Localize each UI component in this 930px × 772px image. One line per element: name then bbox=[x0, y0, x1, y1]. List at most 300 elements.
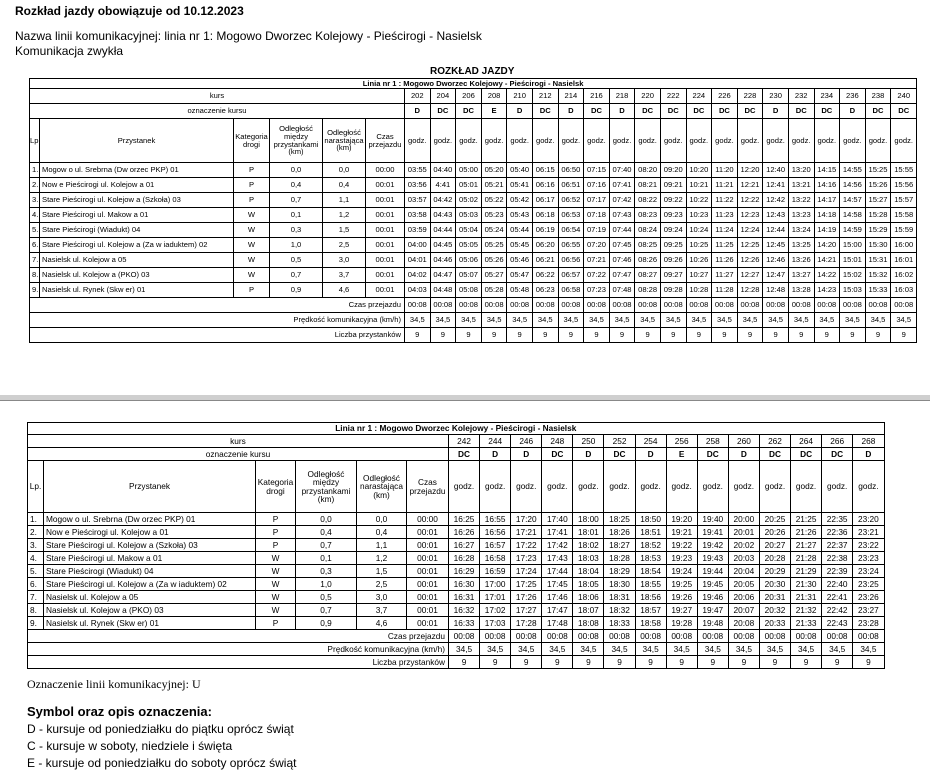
departure-time: 19:43 bbox=[697, 552, 728, 565]
line-title: Linia nr 1 : Mogowo Dworzec Kolejowy - Pieścirogi - Nasielsk bbox=[30, 79, 917, 89]
departure-time: 16:28 bbox=[449, 552, 480, 565]
total-travel-time: 00:08 bbox=[763, 298, 789, 313]
departure-time: 04:44 bbox=[430, 223, 456, 238]
departure-time: 08:20 bbox=[635, 163, 661, 178]
departure-time: 12:23 bbox=[737, 208, 763, 223]
departure-time: 19:45 bbox=[697, 578, 728, 591]
course-number: 252 bbox=[604, 435, 635, 448]
stop-distance: 0,7 bbox=[270, 193, 323, 208]
course-code: D bbox=[507, 104, 533, 119]
stop-number: 2. bbox=[28, 526, 44, 539]
commercial-speed: 34,5 bbox=[456, 313, 482, 328]
departure-time: 20:06 bbox=[728, 591, 759, 604]
departure-time: 07:42 bbox=[609, 193, 635, 208]
commercial-speed: 34,5 bbox=[791, 643, 822, 656]
stop-name: Stare Pieścirogi ul. Kolejow a (Za w iaduktem) 02 bbox=[40, 238, 234, 253]
departure-time: 18:00 bbox=[573, 513, 604, 526]
stop-count: 9 bbox=[573, 656, 604, 669]
stop-name: Mogow o ul. Srebrna (Dw orzec PKP) 01 bbox=[40, 163, 234, 178]
total-travel-time: 00:08 bbox=[481, 298, 507, 313]
departure-time: 11:24 bbox=[712, 223, 738, 238]
column-header-hour: godz. bbox=[609, 119, 635, 163]
departure-time: 12:42 bbox=[763, 193, 789, 208]
departure-time: 11:28 bbox=[712, 283, 738, 298]
stop-count: 9 bbox=[737, 328, 763, 343]
course-number: 208 bbox=[481, 89, 507, 104]
departure-time: 4:41 bbox=[430, 178, 456, 193]
stop-travel-time: 00:01 bbox=[407, 604, 449, 617]
departure-time: 05:02 bbox=[456, 193, 482, 208]
stop-cumulative-distance: 0,0 bbox=[357, 513, 407, 526]
departure-time: 07:45 bbox=[609, 238, 635, 253]
departure-time: 15:57 bbox=[891, 193, 917, 208]
column-header-distance: Odległość między przystankami (km) bbox=[296, 461, 357, 513]
stop-name: Nasielsk ul. Kolejow a (PKO) 03 bbox=[40, 268, 234, 283]
departure-time: 17:01 bbox=[480, 591, 511, 604]
departure-time: 03:56 bbox=[405, 178, 431, 193]
course-label: kurs bbox=[28, 435, 449, 448]
departure-time: 07:18 bbox=[584, 208, 610, 223]
table-row bbox=[30, 193, 917, 208]
departure-time: 16:59 bbox=[480, 565, 511, 578]
departure-time: 18:03 bbox=[573, 552, 604, 565]
departure-time: 07:46 bbox=[609, 253, 635, 268]
departure-time: 19:42 bbox=[697, 539, 728, 552]
course-code: D bbox=[480, 448, 511, 461]
course-code: D bbox=[840, 104, 866, 119]
commercial-speed: 34,5 bbox=[666, 643, 697, 656]
legend-item-c: C - kursuje w soboty, niedziele i święta bbox=[27, 739, 233, 753]
departure-time: 17:41 bbox=[542, 526, 573, 539]
departure-time: 11:26 bbox=[712, 253, 738, 268]
stop-count-label: Liczba przystanków bbox=[30, 328, 405, 343]
course-code: DC bbox=[822, 448, 853, 461]
departure-time: 15:00 bbox=[840, 238, 866, 253]
course-code: DC bbox=[737, 104, 763, 119]
departure-time: 05:28 bbox=[481, 283, 507, 298]
departure-time: 12:40 bbox=[763, 163, 789, 178]
departure-time: 14:17 bbox=[814, 193, 840, 208]
stop-travel-time: 00:01 bbox=[366, 178, 405, 193]
stop-cumulative-distance: 1,2 bbox=[323, 208, 366, 223]
departure-time: 16:26 bbox=[449, 526, 480, 539]
commercial-speed: 34,5 bbox=[507, 313, 533, 328]
departure-time: 08:22 bbox=[635, 193, 661, 208]
departure-time: 10:28 bbox=[686, 283, 712, 298]
departure-time: 18:51 bbox=[635, 526, 666, 539]
departure-time: 03:58 bbox=[405, 208, 431, 223]
departure-time: 19:46 bbox=[697, 591, 728, 604]
departure-time: 06:16 bbox=[532, 178, 558, 193]
table-row bbox=[30, 268, 917, 283]
departure-time: 18:29 bbox=[604, 565, 635, 578]
departure-time: 19:41 bbox=[697, 526, 728, 539]
departure-time: 12:45 bbox=[763, 238, 789, 253]
departure-time: 04:42 bbox=[430, 193, 456, 208]
column-header-hour: godz. bbox=[507, 119, 533, 163]
departure-time: 15:27 bbox=[865, 193, 891, 208]
page-title: Rozkład jazdy obowiązuje od 10.12.2023 bbox=[15, 4, 244, 18]
departure-time: 06:23 bbox=[532, 283, 558, 298]
departure-time: 16:55 bbox=[480, 513, 511, 526]
departure-time: 14:19 bbox=[814, 223, 840, 238]
communication-type: Komunikacja zwykła bbox=[15, 44, 124, 58]
total-travel-time: 00:08 bbox=[737, 298, 763, 313]
departure-time: 09:23 bbox=[660, 208, 686, 223]
column-header-hour: godz. bbox=[712, 119, 738, 163]
departure-time: 17:40 bbox=[542, 513, 573, 526]
stop-distance: 0,5 bbox=[296, 591, 357, 604]
stop-travel-time: 00:01 bbox=[366, 208, 405, 223]
departure-time: 17:28 bbox=[511, 617, 542, 630]
departure-time: 12:27 bbox=[737, 268, 763, 283]
course-number: 262 bbox=[759, 435, 790, 448]
departure-time: 06:18 bbox=[532, 208, 558, 223]
departure-time: 04:00 bbox=[405, 238, 431, 253]
line-name: Nazwa linii komunikacyjnej: linia nr 1: Mogowo Dworzec Kolejowy - Pieścirogi - Nasielsk bbox=[15, 29, 482, 43]
departure-time: 19:28 bbox=[666, 617, 697, 630]
stop-count: 9 bbox=[697, 656, 728, 669]
departure-time: 06:21 bbox=[532, 253, 558, 268]
departure-time: 08:26 bbox=[635, 253, 661, 268]
commercial-speed: 34,5 bbox=[635, 313, 661, 328]
column-header-time: Czas przejazdu bbox=[366, 119, 405, 163]
stop-name: Nasielsk ul. Kolejow a (PKO) 03 bbox=[44, 604, 256, 617]
legend-item-e: E - kursuje od poniedziałku do soboty oprócz świąt bbox=[27, 756, 297, 770]
departure-time: 10:26 bbox=[686, 253, 712, 268]
stop-number: 7. bbox=[30, 253, 40, 268]
total-travel-time: 00:08 bbox=[728, 630, 759, 643]
departure-time: 09:28 bbox=[660, 283, 686, 298]
departure-time: 21:26 bbox=[791, 526, 822, 539]
course-number: 204 bbox=[430, 89, 456, 104]
column-header-hour: godz. bbox=[405, 119, 431, 163]
road-category: W bbox=[256, 565, 296, 578]
departure-time: 05:44 bbox=[507, 223, 533, 238]
table-row bbox=[28, 565, 885, 578]
road-category: P bbox=[234, 178, 270, 193]
departure-time: 13:23 bbox=[788, 208, 814, 223]
departure-time: 05:05 bbox=[456, 238, 482, 253]
commercial-speed: 34,5 bbox=[728, 643, 759, 656]
departure-time: 15:02 bbox=[840, 268, 866, 283]
commercial-speed: 34,5 bbox=[660, 313, 686, 328]
stop-distance: 0,4 bbox=[296, 526, 357, 539]
departure-time: 18:32 bbox=[604, 604, 635, 617]
departure-time: 05:00 bbox=[456, 163, 482, 178]
stop-count: 9 bbox=[430, 328, 456, 343]
stop-number: 5. bbox=[30, 223, 40, 238]
total-travel-time: 00:08 bbox=[791, 630, 822, 643]
stop-number: 1. bbox=[30, 163, 40, 178]
course-number: 256 bbox=[666, 435, 697, 448]
departure-time: 19:20 bbox=[666, 513, 697, 526]
table-row bbox=[28, 552, 885, 565]
departure-time: 15:25 bbox=[865, 163, 891, 178]
departure-time: 04:01 bbox=[405, 253, 431, 268]
stop-count: 9 bbox=[763, 328, 789, 343]
departure-time: 23:27 bbox=[853, 604, 884, 617]
departure-time: 14:16 bbox=[814, 178, 840, 193]
course-code: D bbox=[573, 448, 604, 461]
departure-time: 16:30 bbox=[449, 578, 480, 591]
course-code: DC bbox=[686, 104, 712, 119]
column-header-hour: godz. bbox=[456, 119, 482, 163]
departure-time: 07:47 bbox=[609, 268, 635, 283]
departure-time: 12:41 bbox=[763, 178, 789, 193]
departure-time: 12:22 bbox=[737, 193, 763, 208]
commercial-speed: 34,5 bbox=[604, 643, 635, 656]
departure-time: 05:25 bbox=[481, 238, 507, 253]
departure-time: 17:00 bbox=[480, 578, 511, 591]
departure-time: 05:06 bbox=[456, 253, 482, 268]
table-row bbox=[28, 526, 885, 539]
departure-time: 15:01 bbox=[840, 253, 866, 268]
table-row bbox=[30, 163, 917, 178]
departure-time: 20:30 bbox=[759, 578, 790, 591]
stop-count: 9 bbox=[456, 328, 482, 343]
legend-title: Symbol oraz opis oznaczenia: bbox=[27, 704, 212, 719]
stop-count: 9 bbox=[542, 656, 573, 669]
departure-time: 21:32 bbox=[791, 604, 822, 617]
departure-time: 21:29 bbox=[791, 565, 822, 578]
stop-cumulative-distance: 1,5 bbox=[357, 565, 407, 578]
road-category: W bbox=[256, 591, 296, 604]
column-header-cumulative: Odległość narastająca (km) bbox=[357, 461, 407, 513]
stop-distance: 0,0 bbox=[296, 513, 357, 526]
stop-distance: 0,1 bbox=[296, 552, 357, 565]
departure-time: 16:31 bbox=[449, 591, 480, 604]
departure-time: 17:27 bbox=[511, 604, 542, 617]
stop-count: 9 bbox=[822, 656, 853, 669]
departure-time: 20:04 bbox=[728, 565, 759, 578]
course-code: D bbox=[511, 448, 542, 461]
departure-time: 06:15 bbox=[532, 163, 558, 178]
table-row bbox=[28, 591, 885, 604]
departure-time: 23:20 bbox=[853, 513, 884, 526]
departure-time: 12:24 bbox=[737, 223, 763, 238]
departure-time: 05:40 bbox=[507, 163, 533, 178]
course-code: DC bbox=[604, 448, 635, 461]
departure-time: 18:02 bbox=[573, 539, 604, 552]
departure-time: 05:08 bbox=[456, 283, 482, 298]
departure-time: 05:41 bbox=[507, 178, 533, 193]
departure-time: 10:21 bbox=[686, 178, 712, 193]
departure-time: 06:55 bbox=[558, 238, 584, 253]
departure-time: 12:46 bbox=[763, 253, 789, 268]
course-code: DC bbox=[891, 104, 917, 119]
departure-time: 06:20 bbox=[532, 238, 558, 253]
departure-time: 07:20 bbox=[584, 238, 610, 253]
departure-time: 12:28 bbox=[737, 283, 763, 298]
course-number: 246 bbox=[511, 435, 542, 448]
column-header-category: Kategoria drogi bbox=[256, 461, 296, 513]
stop-travel-time: 00:01 bbox=[407, 617, 449, 630]
road-category: P bbox=[234, 163, 270, 178]
departure-time: 06:19 bbox=[532, 223, 558, 238]
stop-name: Stare Pieścirogi (Wiadukt) 04 bbox=[40, 223, 234, 238]
column-header-stop: Przystanek bbox=[40, 119, 234, 163]
course-number: 222 bbox=[660, 89, 686, 104]
departure-time: 21:27 bbox=[791, 539, 822, 552]
stop-cumulative-distance: 1,5 bbox=[323, 223, 366, 238]
course-code: DC bbox=[449, 448, 480, 461]
departure-time: 16:02 bbox=[891, 268, 917, 283]
departure-time: 15:33 bbox=[865, 283, 891, 298]
column-header-hour: godz. bbox=[511, 461, 542, 513]
stop-cumulative-distance: 4,6 bbox=[357, 617, 407, 630]
departure-time: 13:27 bbox=[788, 268, 814, 283]
departure-time: 12:26 bbox=[737, 253, 763, 268]
departure-time: 20:03 bbox=[728, 552, 759, 565]
commercial-speed: 34,5 bbox=[814, 313, 840, 328]
stop-cumulative-distance: 0,4 bbox=[357, 526, 407, 539]
column-header-hour: godz. bbox=[865, 119, 891, 163]
departure-time: 05:20 bbox=[481, 163, 507, 178]
departure-time: 09:21 bbox=[660, 178, 686, 193]
stop-name: Stare Pieścirogi ul. Kolejow a (Za w iaduktem) 02 bbox=[44, 578, 256, 591]
total-travel-time: 00:08 bbox=[480, 630, 511, 643]
departure-time: 08:27 bbox=[635, 268, 661, 283]
departure-time: 16:01 bbox=[891, 253, 917, 268]
departure-time: 23:26 bbox=[853, 591, 884, 604]
departure-time: 19:21 bbox=[666, 526, 697, 539]
commercial-speed: 34,5 bbox=[759, 643, 790, 656]
course-number: 232 bbox=[788, 89, 814, 104]
course-number: 228 bbox=[737, 89, 763, 104]
road-category: W bbox=[234, 268, 270, 283]
column-header-hour: godz. bbox=[788, 119, 814, 163]
departure-time: 09:26 bbox=[660, 253, 686, 268]
stop-cumulative-distance: 3,7 bbox=[323, 268, 366, 283]
departure-time: 15:32 bbox=[865, 268, 891, 283]
departure-time: 15:29 bbox=[865, 223, 891, 238]
commercial-speed: 34,5 bbox=[853, 643, 884, 656]
departure-time: 05:26 bbox=[481, 253, 507, 268]
departure-time: 18:30 bbox=[604, 578, 635, 591]
departure-time: 22:36 bbox=[822, 526, 853, 539]
departure-time: 15:26 bbox=[865, 178, 891, 193]
stop-count: 9 bbox=[604, 656, 635, 669]
course-code-label: oznaczenie kursu bbox=[30, 104, 405, 119]
departure-time: 20:27 bbox=[759, 539, 790, 552]
course-number: 240 bbox=[891, 89, 917, 104]
column-header-hour: godz. bbox=[430, 119, 456, 163]
commercial-speed-label: Prędkość komunikacyjna (km/h) bbox=[30, 313, 405, 328]
stop-count: 9 bbox=[712, 328, 738, 343]
course-code: DC bbox=[697, 448, 728, 461]
total-travel-time: 00:08 bbox=[697, 630, 728, 643]
departure-time: 18:06 bbox=[573, 591, 604, 604]
departure-time: 17:46 bbox=[542, 591, 573, 604]
course-code: D bbox=[728, 448, 759, 461]
stop-number: 3. bbox=[30, 193, 40, 208]
stop-count: 9 bbox=[405, 328, 431, 343]
departure-time: 07:41 bbox=[609, 178, 635, 193]
departure-time: 18:07 bbox=[573, 604, 604, 617]
stop-number: 6. bbox=[28, 578, 44, 591]
departure-time: 21:25 bbox=[791, 513, 822, 526]
departure-time: 21:33 bbox=[791, 617, 822, 630]
commercial-speed: 34,5 bbox=[480, 643, 511, 656]
stop-distance: 1,0 bbox=[270, 238, 323, 253]
commercial-speed-label: Prędkość komunikacyjna (km/h) bbox=[28, 643, 449, 656]
departure-time: 14:56 bbox=[840, 178, 866, 193]
departure-time: 11:25 bbox=[712, 238, 738, 253]
departure-time: 04:45 bbox=[430, 238, 456, 253]
departure-time: 04:48 bbox=[430, 283, 456, 298]
commercial-speed: 34,5 bbox=[697, 643, 728, 656]
stop-distance: 0,7 bbox=[296, 604, 357, 617]
road-category: W bbox=[256, 552, 296, 565]
departure-time: 18:55 bbox=[635, 578, 666, 591]
stop-cumulative-distance: 2,5 bbox=[323, 238, 366, 253]
stop-count: 9 bbox=[507, 328, 533, 343]
stop-travel-time: 00:01 bbox=[366, 223, 405, 238]
stop-cumulative-distance: 1,1 bbox=[357, 539, 407, 552]
column-header-hour: godz. bbox=[604, 461, 635, 513]
departure-time: 05:04 bbox=[456, 223, 482, 238]
course-code: DC bbox=[791, 448, 822, 461]
column-header-hour: godz. bbox=[666, 461, 697, 513]
departure-time: 17:25 bbox=[511, 578, 542, 591]
departure-time: 07:19 bbox=[584, 223, 610, 238]
departure-time: 06:17 bbox=[532, 193, 558, 208]
stop-travel-time: 00:01 bbox=[407, 526, 449, 539]
departure-time: 13:22 bbox=[788, 193, 814, 208]
departure-time: 12:43 bbox=[763, 208, 789, 223]
departure-time: 12:20 bbox=[737, 163, 763, 178]
course-code: D bbox=[853, 448, 884, 461]
departure-time: 17:47 bbox=[542, 604, 573, 617]
departure-time: 15:31 bbox=[865, 253, 891, 268]
stop-count: 9 bbox=[840, 328, 866, 343]
course-number: 254 bbox=[635, 435, 666, 448]
stop-count: 9 bbox=[481, 328, 507, 343]
course-number: 218 bbox=[609, 89, 635, 104]
stop-count: 9 bbox=[788, 328, 814, 343]
departure-time: 15:30 bbox=[865, 238, 891, 253]
departure-time: 14:55 bbox=[840, 163, 866, 178]
total-travel-time: 00:08 bbox=[666, 630, 697, 643]
stop-travel-time: 00:01 bbox=[407, 591, 449, 604]
course-number: 244 bbox=[480, 435, 511, 448]
departure-time: 20:31 bbox=[759, 591, 790, 604]
stop-distance: 0,3 bbox=[270, 223, 323, 238]
commercial-speed: 34,5 bbox=[573, 643, 604, 656]
commercial-speed: 34,5 bbox=[542, 643, 573, 656]
departure-time: 17:44 bbox=[542, 565, 573, 578]
commercial-speed: 34,5 bbox=[584, 313, 610, 328]
stop-number: 2. bbox=[30, 178, 40, 193]
course-number: 206 bbox=[456, 89, 482, 104]
departure-time: 06:51 bbox=[558, 178, 584, 193]
total-travel-time: 00:08 bbox=[449, 630, 480, 643]
road-category: P bbox=[256, 513, 296, 526]
departure-time: 04:03 bbox=[405, 283, 431, 298]
departure-time: 10:24 bbox=[686, 223, 712, 238]
departure-time: 18:04 bbox=[573, 565, 604, 578]
stop-count: 9 bbox=[728, 656, 759, 669]
departure-time: 14:18 bbox=[814, 208, 840, 223]
commercial-speed: 34,5 bbox=[840, 313, 866, 328]
departure-time: 22:35 bbox=[822, 513, 853, 526]
departure-time: 18:01 bbox=[573, 526, 604, 539]
stop-travel-time: 00:01 bbox=[366, 193, 405, 208]
stop-count: 9 bbox=[480, 656, 511, 669]
stop-name: Stare Pieścirogi ul. Kolejow a (Szkoła) 03 bbox=[44, 539, 256, 552]
column-header-hour: godz. bbox=[558, 119, 584, 163]
